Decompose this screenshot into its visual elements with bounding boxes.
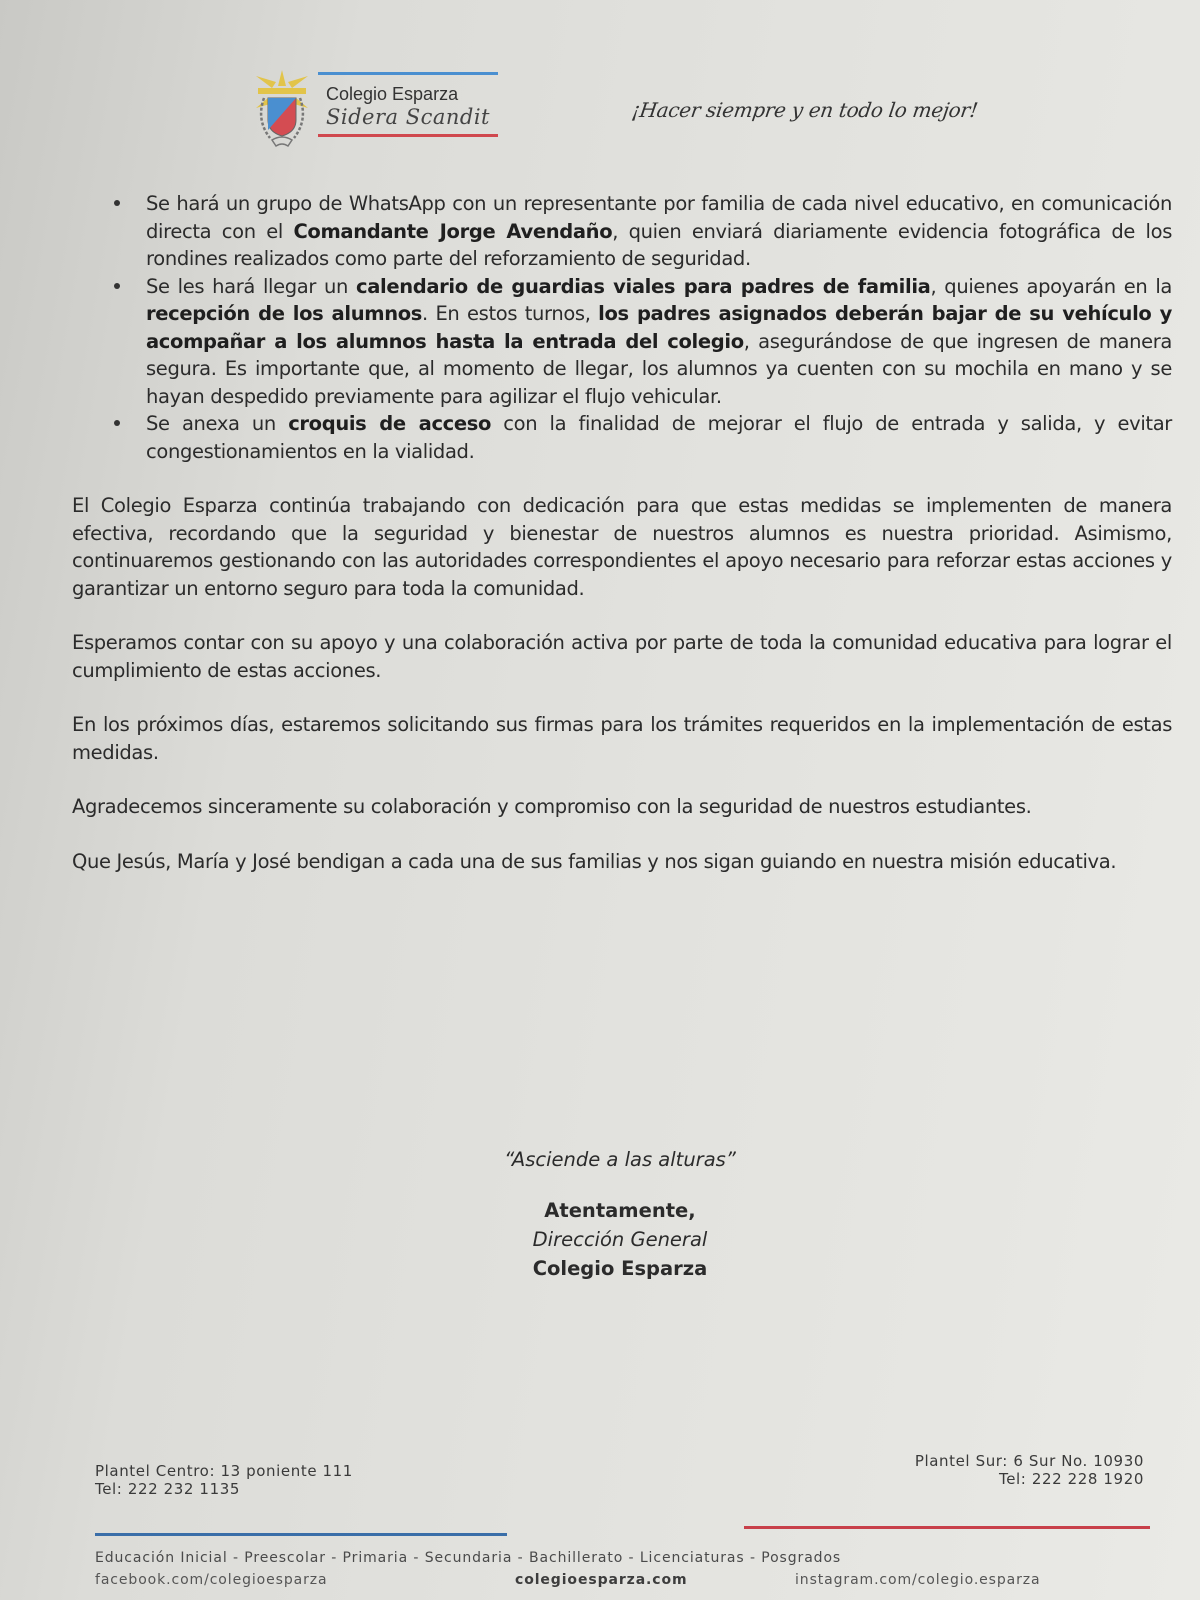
- bold-text-run: calendario de guardias viales para padres de familia: [355, 274, 931, 298]
- campus-sur-address: Plantel Sur: 6 Sur No. 10930: [914, 1452, 1144, 1470]
- measure-item: [72, 190, 1172, 273]
- paragraph-signatures: En los próximos días, estaremos solicitando sus firmas para los trámites requeridos en la implementación de estas medidas.: [72, 713, 1172, 764]
- footer-red-rule: [744, 1526, 1150, 1529]
- footer-campus-sur: [915, 1452, 1144, 1488]
- letter-body: [72, 190, 1172, 895]
- bold-text-run: croquis de acceso: [288, 412, 492, 435]
- text-run: Se anexa un: [146, 412, 289, 435]
- bold-text-run: recepción de los alumnos: [146, 302, 423, 325]
- paragraph-support: Esperamos contar con su apoyo y una colaboración activa por parte de toda la comunidad educativa para lograr el cumplimiento de estas acciones.: [72, 631, 1172, 682]
- brand-block: [318, 72, 498, 137]
- measures-list: [72, 190, 1172, 465]
- paragraph-blessing: Que Jesús, María y José bendigan a cada una de sus familias y nos sigan guiando en nuestra misión educativa.: [72, 849, 1117, 873]
- bullet-dot: [114, 420, 120, 426]
- text-run: con la finalidad de mejorar el flujo de entrada y salida, y evitar congestionamientos en la vialidad.: [146, 412, 1172, 463]
- brand-bottom-rule: [318, 134, 498, 137]
- closing-department: Dirección General: [532, 1228, 708, 1251]
- footer-campus-centro: [95, 1462, 353, 1498]
- bullet-dot: [114, 200, 120, 206]
- letterhead: [252, 68, 1012, 158]
- bold-text-run: los padres asignados deberán bajar de su vehículo y acompañar a los alumnos hasta la entrada del colegio: [146, 302, 1172, 353]
- facebook-link[interactable]: facebook.com/colegioesparza: [95, 1572, 328, 1588]
- text-run: , quienes apoyarán en la: [930, 274, 1172, 298]
- brand-motto: Sidera Scandit: [326, 105, 490, 129]
- measure-item: [72, 273, 1172, 411]
- text-run: , quien enviará diariamente evidencia fotográfica de los rondines realizados como parte del reforzamiento de seguridad.: [146, 219, 1172, 270]
- campus-sur-phone: Tel: 222 228 1920: [998, 1470, 1144, 1488]
- school-crest-logo: [252, 68, 312, 150]
- text-run: Se les hará llegar un: [146, 274, 356, 298]
- text-run: . En estos turnos,: [422, 302, 599, 325]
- bullet-dot: [114, 283, 120, 289]
- footer-education-levels: Educación Inicial - Preescolar - Primaria - Secundaria - Bachillerato - Licenciaturas - Posgrados: [95, 1550, 842, 1566]
- paragraph-thanks: Agradecemos sinceramente su colaboración y compromiso con la seguridad de nuestros estudiantes.: [72, 795, 1032, 818]
- text-run: Se hará un grupo de WhatsApp con un representante por familia de cada nivel educativo, en comunicación directa con el: [146, 192, 1172, 243]
- campus-centro-phone: Tel: 222 232 1135: [95, 1480, 241, 1498]
- bold-text-run: Comandante Jorge Avendaño: [293, 219, 613, 243]
- header-slogan: ¡Hacer siempre y en todo lo mejor!: [630, 98, 980, 122]
- campus-centro-address: Plantel Centro: 13 poniente 111: [95, 1462, 353, 1480]
- closing-block: [380, 1145, 860, 1283]
- closing-salutation: Atentamente,: [544, 1199, 696, 1222]
- paragraph-commitment: El Colegio Esparza continúa trabajando con dedicación para que estas medidas se implementen de manera efectiva, recordando que la seguridad y bienestar de nuestros alumnos es nuestra prioridad. Asimismo, continuaremos gestionando con las autoridades correspondientes el apoyo necesario para reforzar estas acciones y garantizar un entorno seguro para toda la comunidad.: [72, 494, 1172, 600]
- measure-item: [72, 410, 1172, 465]
- text-run: , asegurándose de que ingresen de manera segura. Es importante que, al momento de llegar, los alumnos ya cuenten con su mochila en mano y se hayan despedido previamente para agilizar el flujo vehicular.: [146, 329, 1172, 408]
- footer-blue-rule: [95, 1533, 507, 1536]
- brand-name: Colegio Esparza: [326, 84, 459, 104]
- website-link[interactable]: colegioesparza.com: [515, 1572, 688, 1588]
- brand-top-rule: [318, 72, 498, 75]
- closing-institution: Colegio Esparza: [532, 1257, 708, 1280]
- instagram-link[interactable]: instagram.com/colegio.esparza: [795, 1572, 1041, 1588]
- closing-quote: “Asciende a las alturas”: [504, 1148, 736, 1171]
